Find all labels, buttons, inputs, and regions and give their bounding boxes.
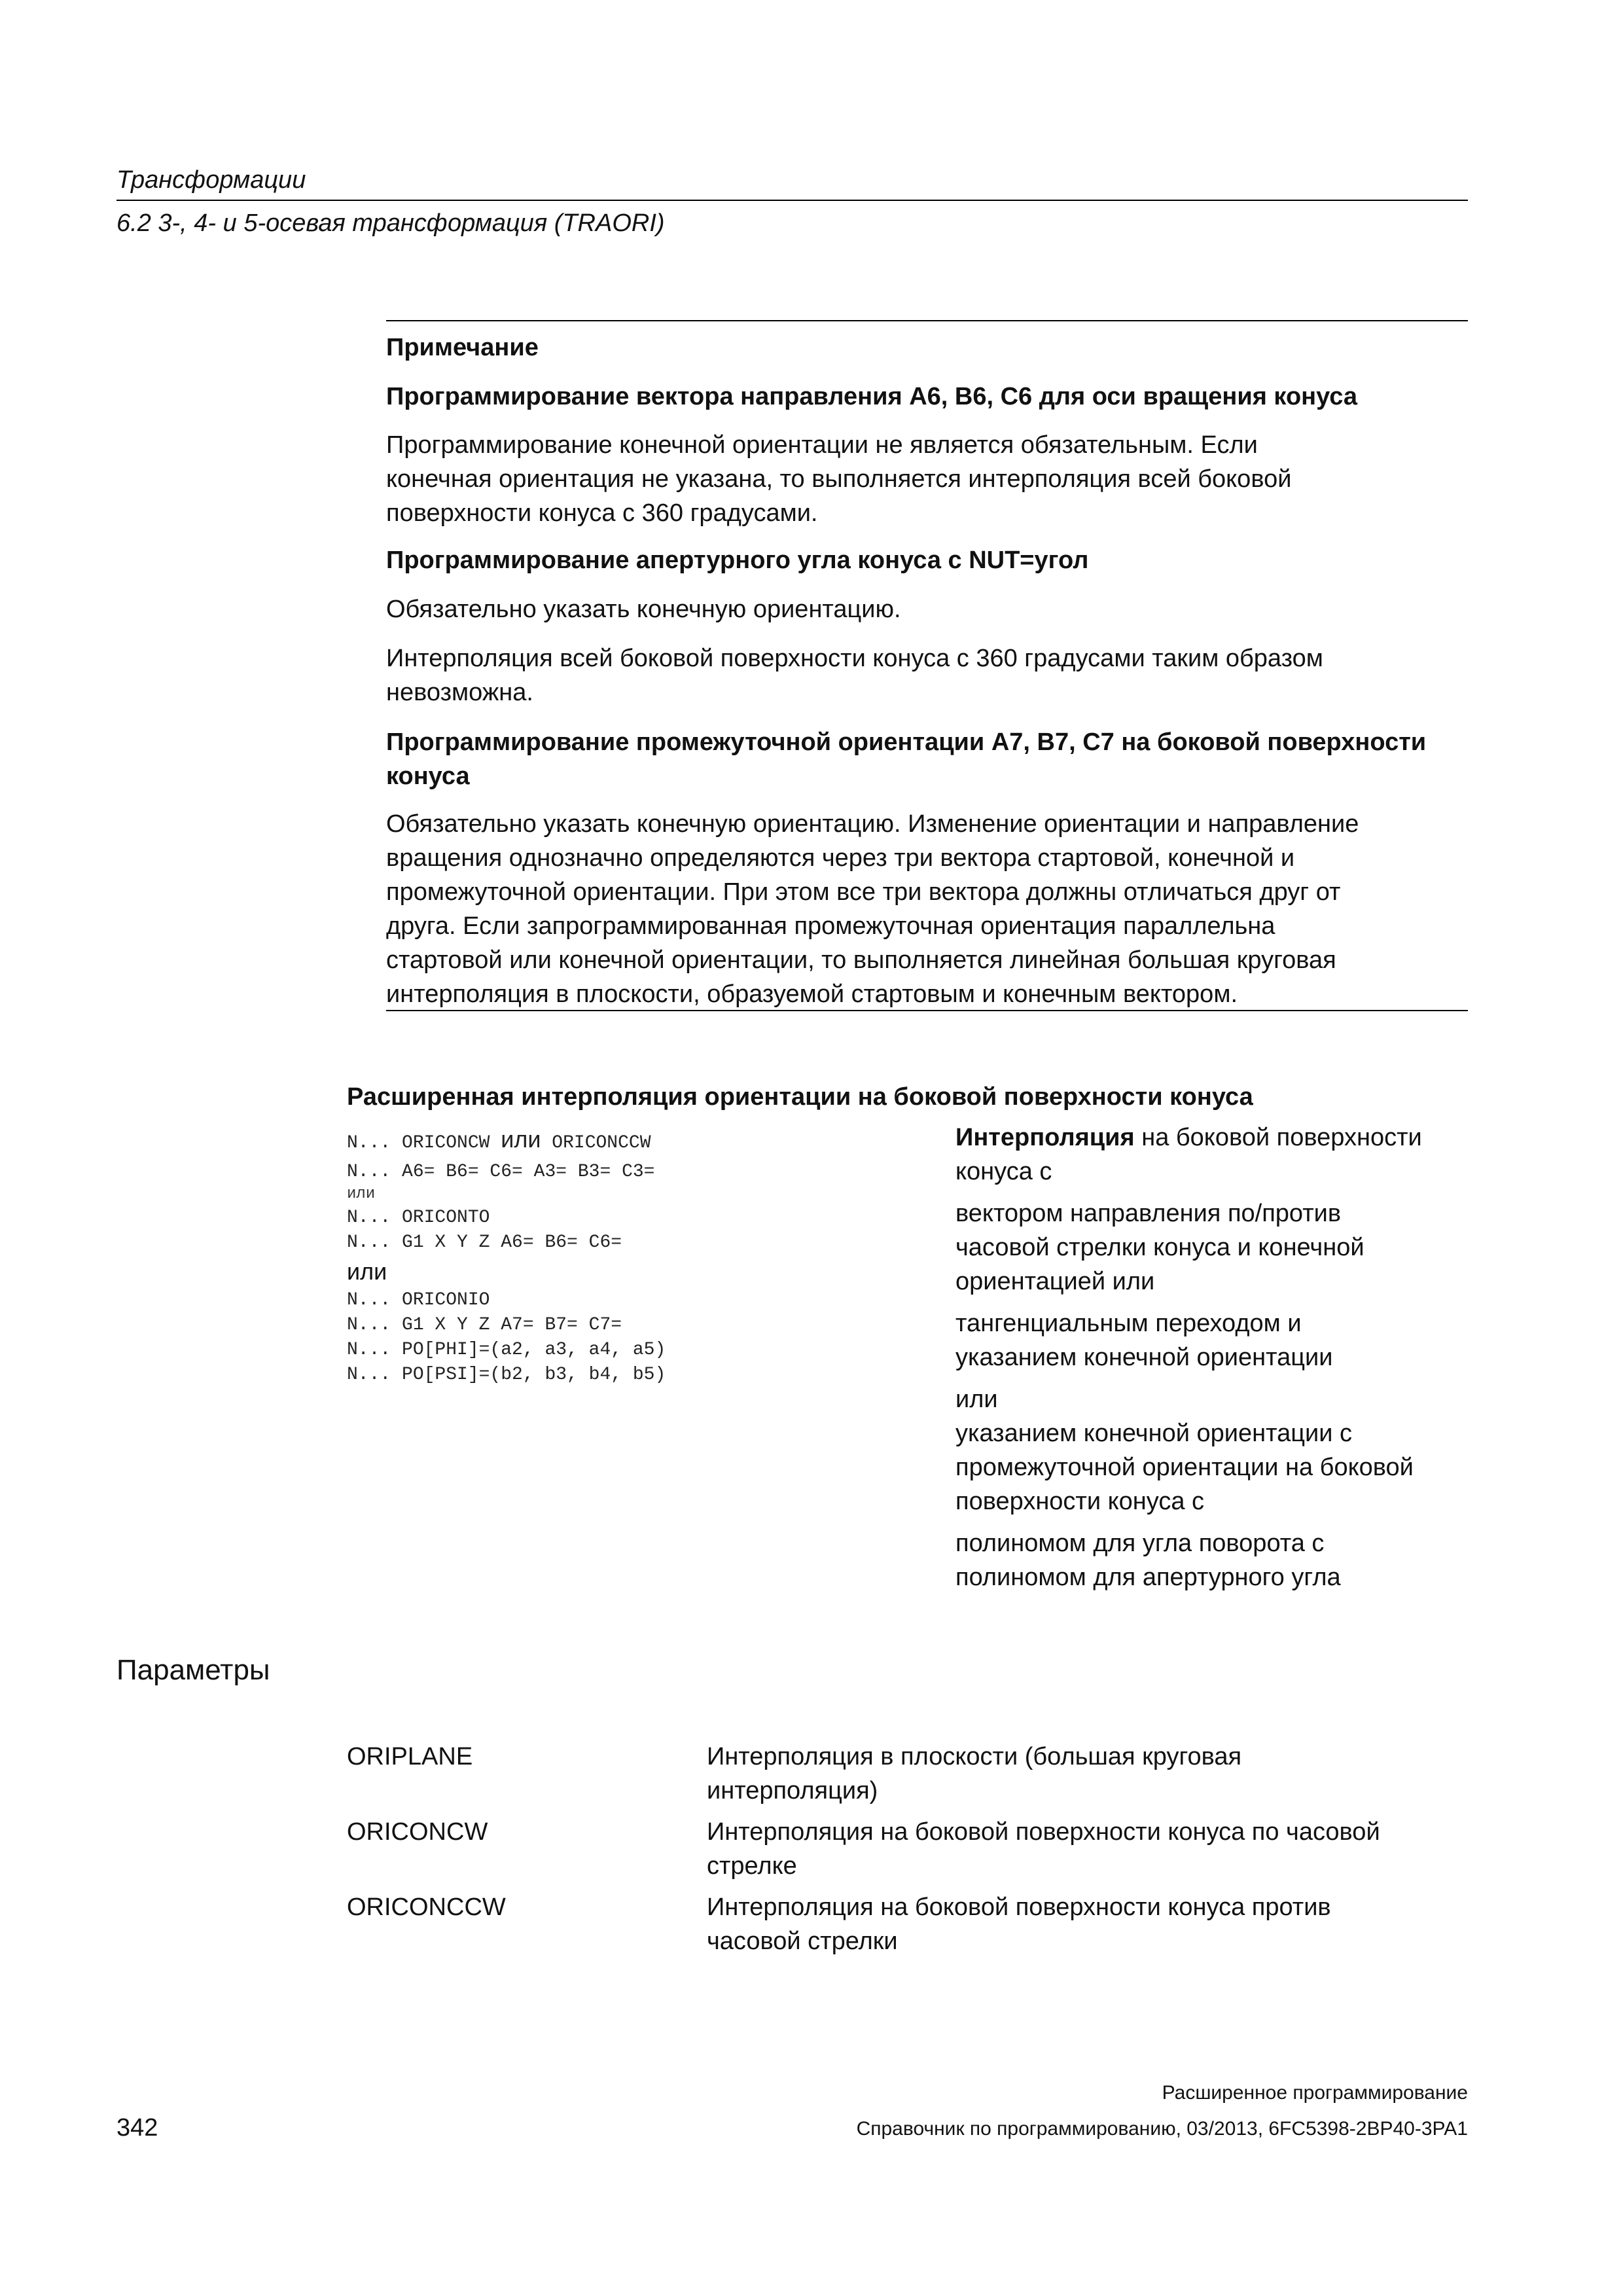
text-line <box>955 1121 1472 1155</box>
code-line: N... A6= B6= C6= A3= B3= C3= <box>347 1162 655 1182</box>
param-desc-oriconccw <box>707 1890 1472 1958</box>
text-line: часовой стрелки конуса и конечной <box>955 1234 1364 1261</box>
code-or: или <box>501 1126 541 1153</box>
desc-paragraph <box>955 1306 1472 1374</box>
text-line: полиномом для апертурного угла <box>955 1564 1341 1591</box>
text-line: указанием конечной ориентации <box>955 1344 1333 1371</box>
note-heading-direction-vector: Программирование вектора направления A6, B6, C6 для оси вращения конуса <box>386 383 1358 410</box>
text-line: интерполяция) <box>707 1777 878 1804</box>
code-line: N... ORICONTO <box>347 1208 490 1228</box>
text-run: на боковой поверхности <box>1134 1124 1422 1151</box>
text-line: промежуточной ориентации. При этом все три вектора должны отличаться друг от <box>386 878 1341 906</box>
params-heading: Параметры <box>116 1654 270 1686</box>
param-name-oriconcw: ORICONCW <box>347 1818 488 1846</box>
code-line <box>347 1127 936 1152</box>
note-bottom-rule <box>386 1010 1468 1011</box>
note-heading-intermediate-orientation <box>386 725 1426 793</box>
note-heading-aperture-angle: Программирование апертурного угла конуса с NUT=угол <box>386 547 1089 574</box>
code-token: N... ORICONCW <box>347 1133 501 1153</box>
text-line: стрелке <box>707 1852 797 1880</box>
page-number: 342 <box>116 2114 158 2142</box>
text-line: конуса с <box>955 1158 1052 1185</box>
note-label: Примечание <box>386 334 539 361</box>
text-line: промежуточной ориентации на боковой <box>955 1454 1414 1481</box>
text-line: поверхности конуса с 360 градусами. <box>386 499 818 527</box>
note-paragraph-4 <box>386 807 1359 1011</box>
code-line: N... G1 X Y Z A6= B6= C6= <box>347 1232 622 1253</box>
text-line: часовой стрелки <box>707 1928 898 1955</box>
text-line: конечная ориентация не указана, то выполняется интерполяция всей боковой <box>386 465 1292 493</box>
code-block <box>347 1127 936 1388</box>
text-line: друга. Если запрограммированная промежуточная ориентация параллельна <box>386 912 1275 940</box>
code-line: N... PO[PSI]=(b2, b3, b4, b5) <box>347 1365 666 1385</box>
text-line: конуса <box>386 762 470 790</box>
code-token: ORICONCCW <box>541 1133 651 1153</box>
footer-title: Расширенное программирование <box>1162 2082 1468 2104</box>
code-line: N... PO[PHI]=(a2, a3, a4, a5) <box>347 1340 666 1360</box>
desc-paragraph <box>955 1526 1472 1594</box>
running-header-chapter: Трансформации <box>116 166 306 194</box>
note-paragraph-3 <box>386 641 1323 709</box>
param-name-oriplane: ORIPLANE <box>347 1743 473 1770</box>
text-line: Обязательно указать конечную ориентацию. Изменение ориентации и направление <box>386 810 1359 838</box>
text-line: Программирование конечной ориентации не является обязательным. Если <box>386 431 1258 459</box>
text-line: Интерполяция на боковой поверхности конуса против <box>707 1893 1331 1921</box>
footer-reference: Справочник по программированию, 03/2013, 6FC5398-2BP40-3PA1 <box>856 2118 1468 2140</box>
text-line: Интерполяция в плоскости (большая круговая <box>707 1743 1242 1770</box>
note-top-rule <box>386 320 1468 321</box>
code-or: или <box>347 1185 376 1203</box>
text-line: ориентацией или <box>955 1268 1155 1295</box>
text-line: вращения однозначно определяются через три вектора стартовой, конечной и <box>386 844 1295 872</box>
param-desc-oriconcw <box>707 1815 1472 1883</box>
text-line: интерполяция в плоскости, образуемой стартовым и конечным вектором. <box>386 980 1238 1008</box>
running-header-section: 6.2 3-, 4- и 5-осевая трансформация (TRAORI) <box>116 209 665 237</box>
code-line: N... G1 X Y Z A7= B7= C7= <box>347 1315 622 1335</box>
text-line: указанием конечной ориентации с <box>955 1420 1352 1447</box>
bold-term: Интерполяция <box>955 1124 1135 1151</box>
note-paragraph-2: Обязательно указать конечную ориентацию. <box>386 596 901 623</box>
text-line: тангенциальным переходом и <box>955 1310 1302 1337</box>
param-desc-oriplane <box>707 1740 1472 1808</box>
header-rule <box>116 200 1468 201</box>
text-line: поверхности конуса с <box>955 1488 1205 1515</box>
desc-paragraph <box>955 1196 1472 1299</box>
extended-heading: Расширенная интерполяция ориентации на боковой поверхности конуса <box>347 1083 1253 1111</box>
extended-description <box>955 1121 1472 1594</box>
text-line: Интерполяция на боковой поверхности конуса по часовой <box>707 1818 1380 1846</box>
text-line: невозможна. <box>386 679 533 706</box>
text-line: вектором направления по/против <box>955 1200 1342 1227</box>
text-line: Интерполяция всей боковой поверхности конуса с 360 градусами таким образом <box>386 645 1323 672</box>
text-line: Программирование промежуточной ориентации A7, B7, C7 на боковой поверхности <box>386 728 1427 756</box>
code-or: или <box>347 1258 387 1285</box>
text-line: полиномом для угла поворота с <box>955 1530 1325 1557</box>
note-paragraph-1 <box>386 428 1291 530</box>
text-line: стартовой или конечной ориентации, то выполняется линейная большая круговая <box>386 946 1336 974</box>
param-name-oriconccw: ORICONCCW <box>347 1893 506 1921</box>
code-line: N... ORICONIO <box>347 1290 490 1310</box>
desc-or: или <box>955 1386 998 1413</box>
desc-paragraph <box>955 1416 1472 1518</box>
